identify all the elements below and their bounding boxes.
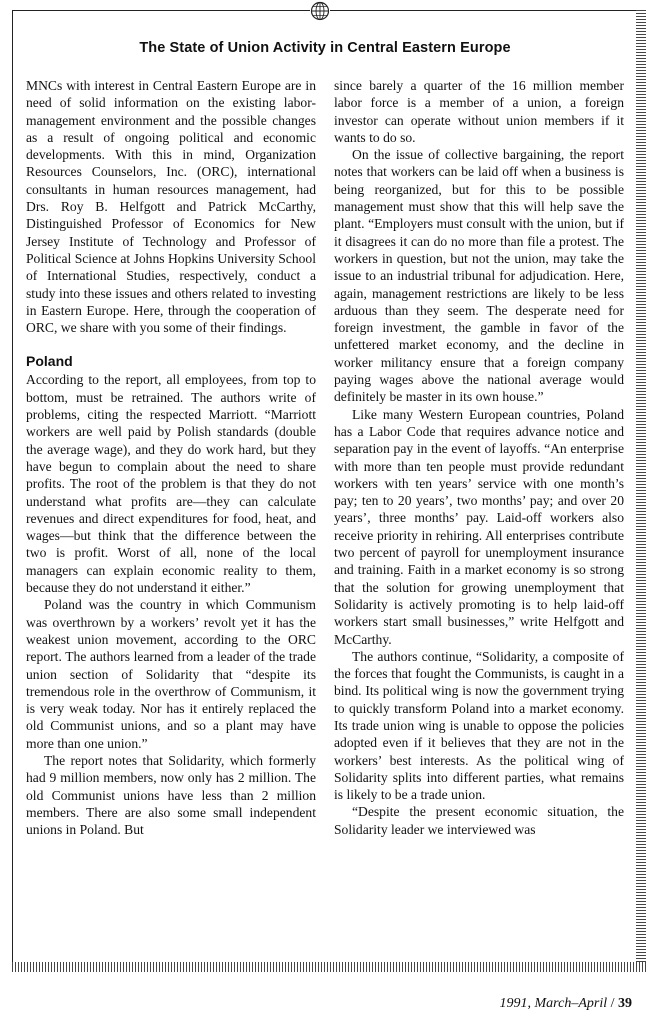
body-paragraph: since barely a quarter of the 16 million member labor force is a member of a union, a foreign investor can operate without union members if it wants to do so.	[334, 78, 624, 145]
body-paragraph: The authors continue, “Solidarity, a composite of the forces that fought the Communists, is caught in a bind. Its political wing is now the government trying to quickly transform Poland into a market economy. Its trade union wing is unable to oppose the policies adopted even if it believes that they are not in the workers’ best interests. As the political wing of Solidarity splits into different parties, what remains is likely to be a trade union.	[334, 648, 624, 803]
intro-paragraph: MNCs with interest in Central Eastern Europe are in need of solid information on the existing labor-management environment and the possible changes as a result of ongoing political and economic developments. With this in mind, Organization Resources Counselors, Inc. (ORC), international consultants in human resources management, had Drs. Roy B. Helfgott and Patrick McCarthy, Distinguished Professor of Economics for New Jersey Institute of Technology and Professor of Political Science at Johns Hopkins University School of International Studies, respectively, conduct a study into these issues and others related to investing in Eastern Europe. Here, through the cooperation of ORC, we share with you some of their findings.	[26, 78, 316, 336]
body-paragraph: The report notes that Solidarity, which formerly had 9 million members, now only has 2 million. The old Communist unions have less than 2 million members. There are also some small independent unions in Poland. But	[26, 752, 316, 838]
left-column	[26, 77, 316, 838]
section-heading-poland: Poland	[26, 353, 73, 370]
body-paragraph: Poland was the country in which Communism was overthrown by a workers’ revolt yet it has the weakest union movement, according to the ORC report. The authors learned from a leader of the trade union section of Solidarity that “despite its tremendous role in the overthrow of Communism, it is very weak today. Nor has it entirely replaced the old Communist unions, and so a plant may have more than one union.”	[26, 597, 316, 751]
body-paragraph: Like many Western European countries, Poland has a Labor Code that requires advance notice and separation pay in the event of layoffs. “An enterprise with more than ten people must provide redundant workers with ten years’ service with one month’s pay; ten to 20 years’, two months’ pay; and over 20 years’, three months’ pay. Laid-off workers also receive priority in rehiring. All enterprises contribute two percent of payroll for unemployment insurance and training. Faith in a market economy is so strong that the solution for growing unemployment that Solidarity is actively promoting is to help laid-off workers start small businesses,” write Helfgott and McCarthy.	[334, 406, 624, 647]
right-column	[334, 77, 624, 838]
body-paragraph: According to the report, all employees, from top to bottom, must be retrained. The authors write of problems, citing the respected Marriott. “Marriott workers are well paid by Polish standards (double the average wage), and they do work hard, but they have begun to complain about the need to share profits. The root of the problem is that they do not understand what profits are—they can calculate revenues and direct expenditures for food, heat, and wages—but think that the difference between the two is profit. Worst of all, none of the local managers can explain economic reality to them, because they do not understand it either.”	[26, 372, 316, 596]
footer-separator: /	[610, 996, 615, 1011]
body-paragraph: On the issue of collective bargaining, the report notes that workers can be laid off when a business is being reorganized, but for this to be possible management must show that this will help save the plant. “Employers must consult with the union, but if it disagrees it can do no more than file a protest. The workers in question, but not the union, may take the issue to an industrial tribunal for adjudication. Here, again, management restrictions are likely to be less arduous than they seem. The desperate need for foreign investment, the gamble in favor of the unfettered market economy, and the decline in worker militancy ensure that a foreign company paying wages above the national average would definitely be master in its own house.”	[334, 147, 624, 405]
globe-emblem-icon	[310, 1, 330, 21]
body-paragraph: “Despite the present economic situation, the Solidarity leader we interviewed was	[334, 804, 624, 837]
article-title: The State of Union Activity in Central Eastern Europe	[139, 40, 511, 56]
right-ruled-border	[636, 10, 646, 968]
bottom-ruled-border	[12, 962, 646, 972]
page-number: 39	[618, 996, 632, 1011]
issue-date: 1991, March–April	[499, 996, 608, 1011]
page-footer	[500, 996, 632, 1012]
